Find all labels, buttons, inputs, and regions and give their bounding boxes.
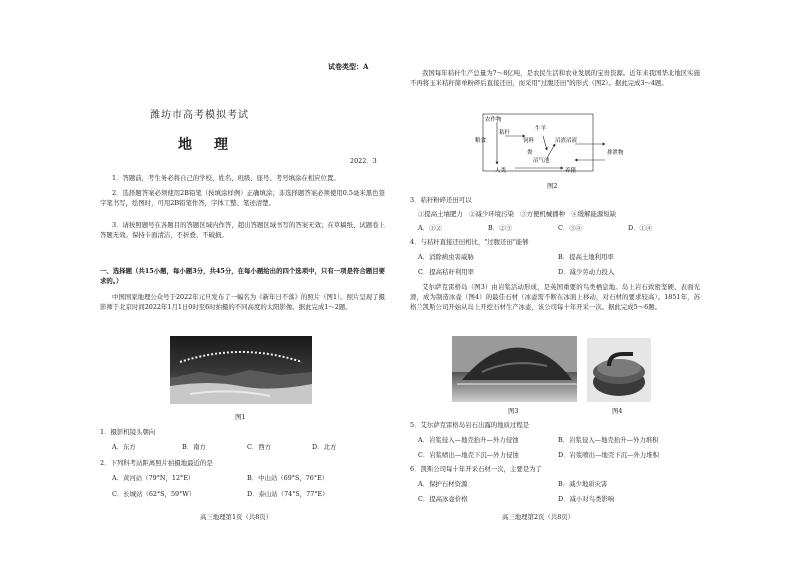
- figure-3-caption: 图3: [508, 407, 519, 415]
- q6-option-a: A．保护石材资源: [418, 480, 468, 488]
- label-excrement: 排泄物: [607, 150, 624, 156]
- paper-type: 试卷类型：A: [328, 62, 369, 71]
- q4-option-c: C．提高秸秆利用率: [418, 268, 475, 276]
- q6-option-d: D．减小对鸟类影响: [558, 495, 615, 503]
- figure-1-caption: 图1: [235, 413, 246, 421]
- q2-option-d: D．泰山站（74°S，77°E）: [247, 490, 329, 498]
- q1-option-c: C．西方: [247, 443, 272, 451]
- exam-date: 2022．3: [350, 157, 377, 165]
- label-feed: 饲料: [523, 138, 535, 144]
- q2-option-a: A．黄河站（79°N，12°E）: [112, 474, 195, 482]
- subject-title: 地 理: [178, 137, 232, 153]
- q3-option-d: D．①④: [628, 224, 653, 232]
- q4-option-a: A．消除病虫害威胁: [418, 253, 474, 261]
- q3-stem: 3．秸秆粉碎还田可以: [410, 196, 472, 204]
- q2-option-b: B．中山站（69°S，76°E）: [247, 474, 329, 482]
- figure-3-photo: [452, 336, 577, 402]
- q1-option-b: B．南方: [182, 443, 206, 451]
- q5-option-a: A．岩浆侵入—地壳抬升—外力侵蚀: [418, 436, 519, 444]
- section-heading: 一、选择题（共15小题，每小题3分，共45分，在每小题给出的四个选项中，只有一项是符合题目要求的。）: [100, 267, 385, 285]
- q3-option-a: A．①②: [418, 224, 442, 232]
- label-gas-residue: 沼渣沼液: [555, 138, 578, 144]
- passage-1: 中国国家地理公众号于2022年元旦发布了一幅名为《新年日不落》的照片（图1）。照片呈现了摄影师于北京时间2022年1月1日0时至6时拍摄的不同高度的太阳影像。据此完成1～2题。: [100, 293, 385, 311]
- page-footer-1: 高三地理第1页（共8页）: [200, 513, 273, 521]
- instruction-1: 1．答题前，考生务必将自己的学校、姓名、班级、座号、考号填涂在相应位置。: [112, 174, 340, 182]
- label-crops: 农作物: [485, 117, 502, 123]
- q3-option-b: B．②③: [488, 224, 512, 232]
- instruction-2: 2．选择题答案必须使用2B铅笔（按填涂样例）正确填涂；非选择题答案必须使用0.5毫米黑色签字笔书写，绘图时，可用2B铅笔作答，字体工整、笔迹清楚。: [100, 189, 385, 207]
- label-human: 人类: [495, 168, 507, 174]
- label-cattle-sheep: 牛羊: [535, 126, 547, 132]
- q1-option-a: A．东方: [112, 443, 136, 451]
- figure-1-photo: [170, 336, 312, 404]
- instruction-3: 3．请按照题号在各题目的答题区域内作答，超出答题区域书写的答案无效；在草稿纸、试题卷上答题无效。保持卡面清洁，不折叠、不破损。: [100, 221, 385, 239]
- q3-option-c: C．③④: [558, 224, 583, 232]
- figure-4-caption: 图4: [612, 407, 623, 415]
- figure-2-caption: 图2: [547, 182, 558, 190]
- q6-stem: 6．凯斯公司每十年开采石材一次，主要是为了: [410, 465, 542, 473]
- page-footer-2: 高三地理第2页（共8页）: [502, 513, 575, 521]
- q5-stem: 5．艾尔萨克雷格岛岩石出露的地质过程是: [410, 421, 530, 429]
- right-page: [397, 0, 794, 561]
- q4-stem: 4．与秸秆直接还田相比，"过腹还田"能够: [410, 238, 529, 246]
- q5-option-b: B．岩浆侵入—地壳抬升—外力堆积: [558, 436, 659, 444]
- island-image: [452, 336, 577, 402]
- q4-option-b: B．提高土地利用率: [558, 253, 614, 261]
- q5-option-c: C．岩浆喷出—地壳下沉—外力侵蚀: [418, 451, 519, 459]
- label-manure: 粪: [527, 150, 533, 156]
- straw-cycle-diagram: [455, 110, 655, 176]
- exam-title: 潍坊市高考模拟考试: [150, 110, 249, 121]
- figure-4-photo: [587, 338, 651, 402]
- q2-option-c: C．长城站（62°S，59°W）: [112, 490, 196, 498]
- label-fertilizer: 养猪: [565, 168, 577, 174]
- passage-3: 艾尔萨克雷格岛（图3）由岩浆活动形成，是英国重要的鸟类栖息地。岛上岩石致密坚硬、表面光滑，成为制造冰壶（图4）的最佳石材（冰壶需不断在冰面上移动，对石材的要求较高）。1851年，苏格兰凯斯公司开始从岛上开挖石材生产冰壶，该公司每十年开采一次。据此完成5～6题。: [410, 283, 700, 311]
- q5-option-d: D．岩浆喷出—地壳下沉—外力堆积: [558, 451, 659, 459]
- q3-items: ①提高土壤肥力 ②减少环境污染 ③方便机械播种 ④缓解能源短缺: [418, 210, 617, 218]
- midnight-sun-image: [170, 336, 312, 404]
- q6-option-c: C．提高冰壶价格: [418, 495, 468, 503]
- label-grain: 粮食: [475, 138, 487, 144]
- q1-stem: 1．摄影机镜头朝向: [100, 428, 156, 436]
- q6-option-b: B．减少地质灾害: [558, 480, 608, 488]
- label-straw: 秸秆: [499, 130, 511, 136]
- curling-stone-image: [587, 338, 651, 402]
- label-marsh-gas: 沼气池: [533, 158, 550, 164]
- passage-2: 我国每年秸秆生产总量为7～8亿吨，是农民生活和农业发展的宝贵资源。近年来我国华北地区实施不再将玉米秸秆简单粉碎后直接还田，而采用"过腹还田"的形式（图2）。据此完成3～4题。: [410, 69, 700, 87]
- q1-option-d: D．北方: [312, 443, 337, 451]
- q2-stem: 2．下列科考站距离照片拍摄地最近的是: [100, 459, 213, 467]
- q4-option-d: D．减少劳动力投入: [558, 268, 615, 276]
